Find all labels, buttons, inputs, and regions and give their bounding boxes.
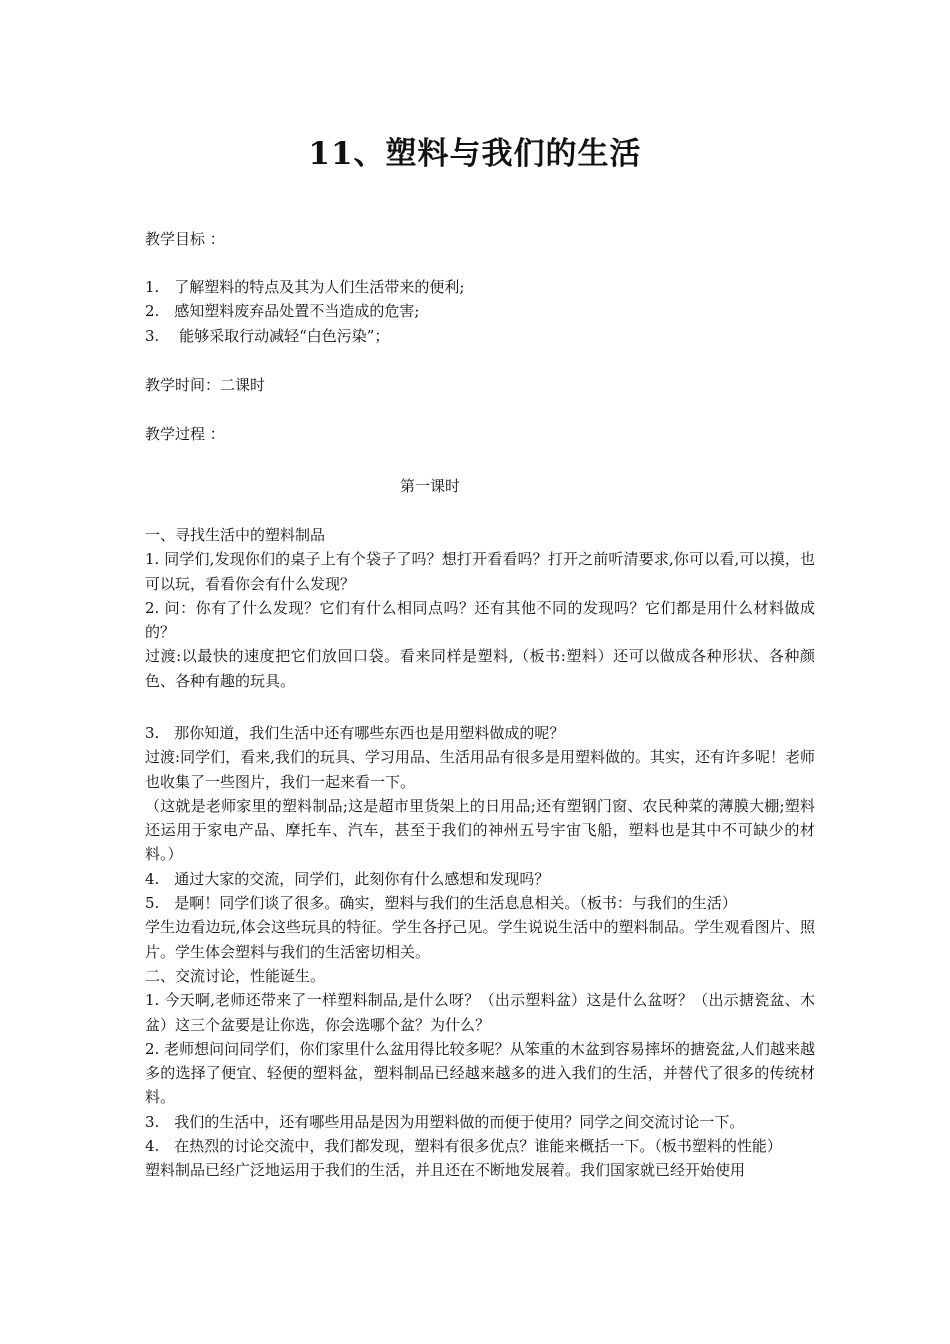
paragraph: 塑料制品已经广泛地运用于我们的生活，并且还在不断地发展着。我们国家就已经开始使用 xyxy=(145,1161,746,1180)
document-title: 11、塑料与我们的生活 xyxy=(308,136,642,172)
time-section xyxy=(145,373,815,397)
paragraph: 2. 老师想问问同学们，你们家里什么盆用得比较多呢？从笨重的木盆到容易摔坏的搪瓷盆,人们越来越多的选择了便宜、轻便的塑料盆，塑料制品已经越来越多的进入我们的生活，并替代了很多的传统材料。 xyxy=(145,1039,815,1107)
paragraph: 3. 那你知道，我们生活中还有哪些东西也是用塑料做成的呢？ xyxy=(145,724,565,742)
paragraph: （这就是老师家里的塑料制品;这是超市里货架上的日用品;还有塑钢门窗、农民种菜的薄膜大棚;塑料还运用于家电产品、摩托车、汽车，甚至于我们的神州五号宇宙飞船，塑料也是其中不可缺少的材料。） xyxy=(145,796,815,864)
paragraph: 过渡:同学们，看来,我们的玩具、学习用品、生活用品有很多是用塑料做的。其实，还有许多呢！老师也收集了一些图片，我们一起来看一下。 xyxy=(145,748,815,791)
goals-label: 教学目标 ： xyxy=(145,230,225,248)
part1-continued xyxy=(145,721,815,1183)
process-section xyxy=(145,422,815,446)
section-heading: 二、交流讨论，性能诞生。 xyxy=(145,966,326,985)
paragraph: 1. 同学们,发现你们的桌子上有个袋子了吗？想打开看看吗？打开之前听清要求,你可以看,可以摸，也可以玩，看看你会有什么发现？ xyxy=(145,550,815,593)
lesson-heading: 第一课时 xyxy=(399,477,460,495)
teaching-time: 教学时间：二课时 xyxy=(145,376,266,394)
paragraph: 4. 通过大家的交流，同学们，此刻你有什么感想和发现吗？ xyxy=(145,869,550,888)
process-label: 教学过程 ： xyxy=(145,425,225,443)
paragraph: 2. 问：你有了什么发现？它们有什么相同点吗？还有其他不同的发现吗？它们都是用什么材料做成的？ xyxy=(145,598,815,642)
goal-item: 3. 能够采取行动减轻“白色污染”； xyxy=(145,326,390,345)
paragraph: 学生边看边玩,体会这些玩具的特征。学生各抒己见。学生说说生活中的塑料制品。学生观看图片、照片。学生体会塑料与我们的生活密切相关。 xyxy=(145,918,815,961)
lesson-heading-wrap xyxy=(145,474,715,498)
paragraph: 4. 在热烈的讨论交流中，我们都发现，塑料有很多优点？谁能来概括一下。（板书塑料的性能） xyxy=(145,1137,782,1156)
goals-list xyxy=(145,275,815,348)
paragraph: 1. 今天啊,老师还带来了一样塑料制品,是什么呀？（出示塑料盆）这是什么盆呀？（出示搪瓷盆、木盆）这三个盆要是让你选，你会选哪个盆？为什么？ xyxy=(145,991,815,1034)
paragraph: 5. 是啊！同学们谈了很多。确实，塑料与我们的生活息息相关。（板书：与我们的生活） xyxy=(145,894,737,913)
paragraph: 过渡:以最快的速度把它们放回口袋。看来同样是塑料,（板书:塑料）还可以做成各种形状、各种颜色、各种有趣的玩具。 xyxy=(145,647,815,690)
section-heading: 一、寻找生活中的塑料制品 xyxy=(145,526,326,544)
goal-item: 2. 感知塑料废弃品处置不当造成的危害; xyxy=(145,302,420,321)
paragraph: 3. 我们的生活中，还有哪些用品是因为用塑料做的而便于使用？同学之间交流讨论一下。 xyxy=(145,1112,745,1131)
goals-section xyxy=(145,227,815,251)
goal-item: 1. 了解塑料的特点及其为人们生活带来的便利; xyxy=(145,278,465,296)
part1-section xyxy=(145,523,815,693)
